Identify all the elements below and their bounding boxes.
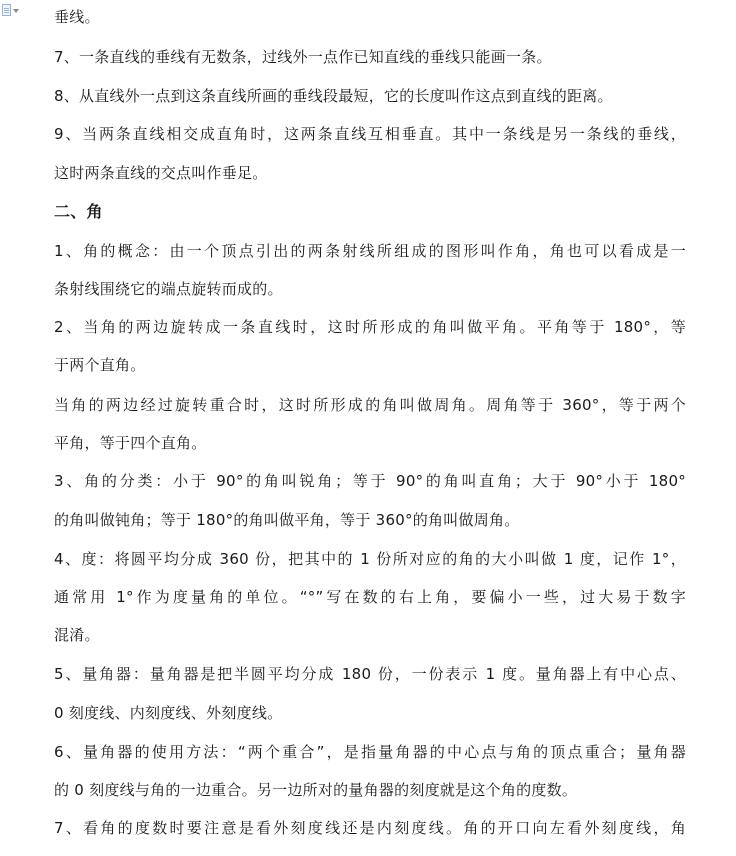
text-line: 4、度：将圆平均分成 360 份，把其中的 1 份所对应的角的大小叫做 1 度，记作 1°， bbox=[54, 550, 686, 568]
text-line: 6、量角器的使用方法：“两个重合”，是指量角器的中心点与角的顶点重合；量角器 bbox=[54, 743, 686, 761]
text-line: 的 0 刻度线与角的一边重合。另一边所对的量角器的刻度就是这个角的度数。 bbox=[54, 781, 578, 799]
text-line: 这时两条直线的交点叫作垂足。 bbox=[54, 164, 268, 182]
text-line: 平角，等于四个直角。 bbox=[54, 434, 207, 452]
text-line: 7、一条直线的垂线有无数条，过线外一点作已知直线的垂线只能画一条。 bbox=[54, 48, 552, 66]
text-line: 9、当两条直线相交成直角时，这两条直线互相垂直。其中一条线是另一条线的垂线， bbox=[54, 125, 686, 143]
section-heading: 二、角 bbox=[54, 202, 103, 221]
paragraph-marker[interactable] bbox=[0, 0, 24, 22]
text-line: 于两个直角。 bbox=[54, 356, 146, 374]
text-line: 7、看角的度数时要注意是看外刻度线还是内刻度线。角的开口向左看外刻度线，角 bbox=[54, 819, 686, 837]
chevron-down-icon[interactable] bbox=[13, 9, 19, 13]
text-line: 5、量角器：量角器是把半圆平均分成 180 份，一份表示 1 度。量角器上有中心点、 bbox=[54, 665, 686, 683]
text-line: 条射线围绕它的端点旋转而成的。 bbox=[54, 280, 283, 298]
text-line: 当角的两边经过旋转重合时，这时所形成的角叫做周角。周角等于 360°，等于两个 bbox=[54, 396, 686, 414]
text-line: 2、当角的两边旋转成一条直线时，这时所形成的角叫做平角。平角等于 180°，等 bbox=[54, 318, 686, 336]
text-line: 3、角的分类：小于 90°的角叫锐角；等于 90°的角叫直角；大于 90°小于 180° bbox=[54, 472, 686, 490]
text-line: 0 刻度线、内刻度线、外刻度线。 bbox=[54, 704, 283, 722]
text-line: 的角叫做钝角；等于 180°的角叫做平角，等于 360°的角叫做周角。 bbox=[54, 511, 520, 529]
text-line: 垂线。 bbox=[54, 8, 100, 26]
text-line: 1、角的概念：由一个顶点引出的两条射线所组成的图形叫作角，角也可以看成是一 bbox=[54, 242, 686, 260]
text-line: 通常用 1°作为度量角的单位。“°”写在数的右上角，要偏小一些，过大易于数字 bbox=[54, 588, 686, 606]
document-icon bbox=[2, 4, 11, 16]
text-line: 混淆。 bbox=[54, 626, 100, 644]
text-line: 8、从直线外一点到这条直线所画的垂线段最短，它的长度叫作这点到直线的距离。 bbox=[54, 87, 613, 105]
